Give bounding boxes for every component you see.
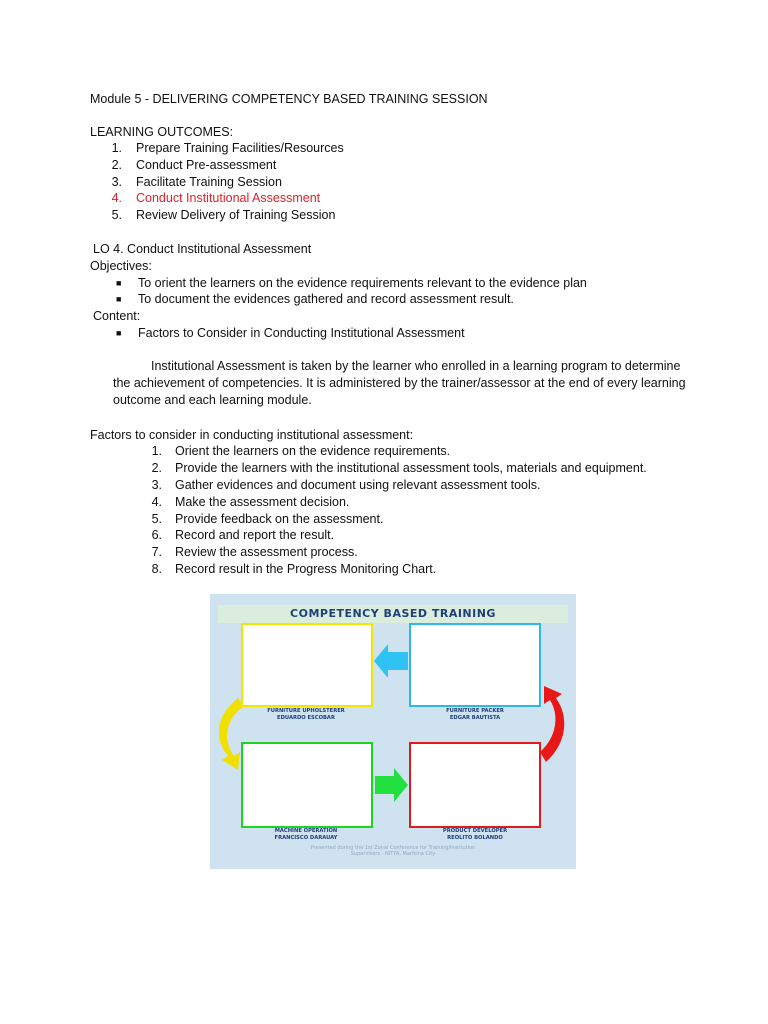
module-title: - DELIVERING COMPETENCY BASED TRAINING SESSION <box>141 92 488 106</box>
module-heading <box>90 91 488 107</box>
objective-item: To orient the learners on the evidence requirements relevant to the evidence plan <box>138 276 587 290</box>
bullet-icon: ■ <box>116 328 122 338</box>
content-label: Content: <box>93 309 141 323</box>
factors-label: Factors to consider in conducting institutional assessment: <box>90 428 414 442</box>
module-label: Module 5 <box>90 92 142 106</box>
objective-item: To document the evidences gathered and record assessment result. <box>138 292 514 306</box>
label-furniture-upholsterer: FURNITURE UPHOLSTERER EDUARDO ESCOBAR <box>267 708 345 721</box>
label-product-developer: PRODUCT DEVELOPER REOLITO BOLANDO <box>442 828 508 841</box>
box-machine-operation <box>241 742 373 828</box>
label-machine-operation: MACHINE OPERATION FRANCISCO DARAUAY <box>274 828 338 841</box>
competency-based-training-figure <box>210 594 576 869</box>
bullet-icon: ■ <box>116 294 122 304</box>
learning-outcomes-label: LEARNING OUTCOMES: <box>90 125 234 139</box>
body-paragraph: Institutional Assessment is taken by the learner who enrolled in a learning program to determine the achievement of competencies. It is administered by the trainer/assessor at the end of every learning outcome and each learning module. <box>113 359 686 407</box>
box-furniture-packer <box>409 623 541 707</box>
label-furniture-packer: FURNITURE PACKER EDGAR BAUTISTA <box>446 708 504 721</box>
figure-title: COMPETENCY BASED TRAINING <box>290 607 496 620</box>
red-curved-arrow-icon <box>540 686 564 762</box>
objectives-label: Objectives: <box>90 259 152 273</box>
box-product-developer <box>409 742 541 828</box>
figure-credit: Presented during the 1st Zonal Conference for Training/Institution Supervisors - NITTA, Marikina City <box>310 845 476 857</box>
lo4-title: LO 4. Conduct Institutional Assessment <box>93 242 312 256</box>
green-right-arrow-icon <box>375 768 408 802</box>
box-furniture-upholsterer <box>241 623 373 707</box>
bullet-icon: ■ <box>116 278 122 288</box>
content-item: Factors to Consider in Conducting Institutional Assessment <box>138 326 465 340</box>
cyan-left-arrow-icon <box>374 644 408 678</box>
